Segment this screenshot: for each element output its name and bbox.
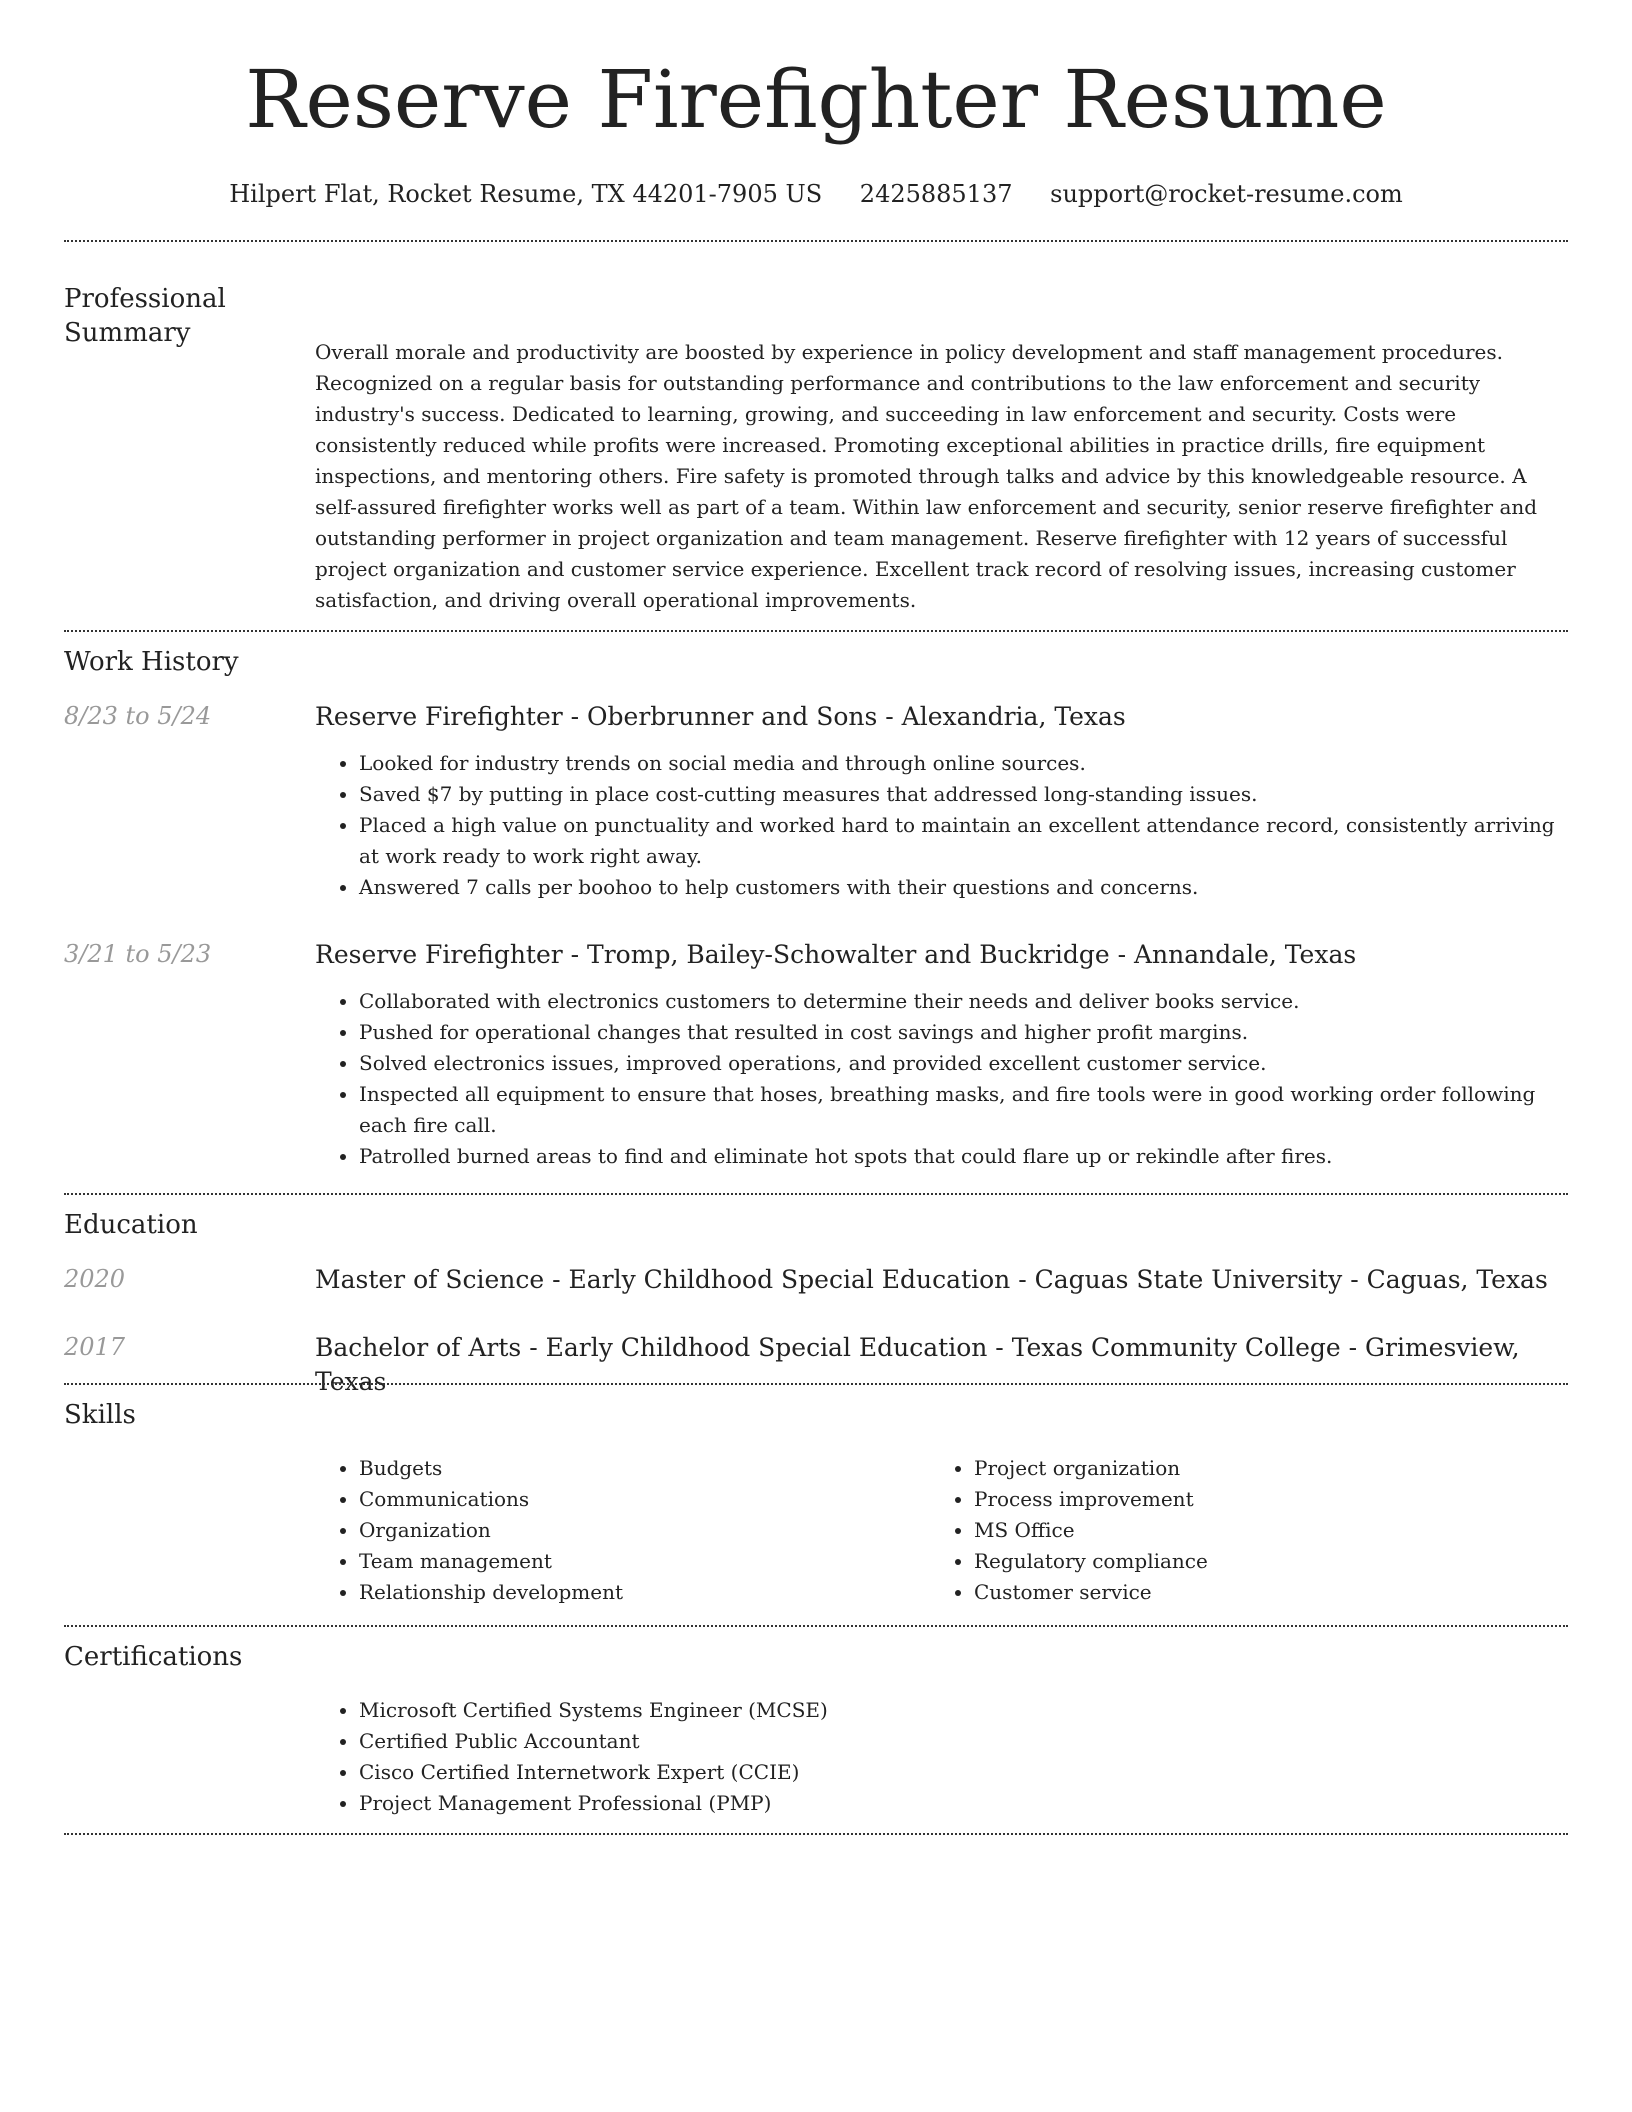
divider	[64, 1833, 1568, 1835]
list-item: • Answered 7 calls per boohoo to help customers with their questions and concerns.	[359, 872, 1568, 903]
skills-list-left	[315, 1453, 930, 1608]
contact-address: Hilpert Flat, Rocket Resume, TX 44201-7905 US	[229, 180, 823, 208]
list-item: • Inspected all equipment to ensure that hoses, breathing masks, and fire tools were in good working order following each fire call.	[359, 1079, 1568, 1141]
certifications-heading: Certifications	[64, 1642, 243, 1672]
divider	[64, 630, 1568, 632]
job-bullets	[315, 748, 1568, 903]
list-item: • Communications	[359, 1484, 930, 1515]
skills-list-right	[930, 1453, 1550, 1608]
list-item: • Certified Public Accountant	[359, 1726, 1568, 1757]
divider	[64, 1383, 1568, 1385]
list-item: • Solved electronics issues, improved operations, and provided excellent customer service.	[359, 1048, 1568, 1079]
divider	[64, 240, 1568, 242]
list-item: • Placed a high value on punctuality and worked hard to maintain an excellent attendance record, consistently arriving at work ready to work right away.	[359, 810, 1568, 872]
list-item: • Microsoft Certified Systems Engineer (MCSE)	[359, 1695, 1568, 1726]
list-item: • Organization	[359, 1515, 930, 1546]
contact-email: support@rocket-resume.com	[1050, 180, 1403, 208]
list-item: • Project Management Professional (PMP)	[359, 1788, 1568, 1819]
education-degree: Master of Science - Early Childhood Special Education - Caguas State University - Caguas, Texas	[315, 1265, 1548, 1294]
list-item: • Saved $7 by putting in place cost-cutting measures that addressed long-standing issues.	[359, 779, 1568, 810]
divider	[64, 1193, 1568, 1195]
list-item: • Cisco Certified Internetwork Expert (CCIE)	[359, 1757, 1568, 1788]
list-item: • Looked for industry trends on social media and through online sources.	[359, 748, 1568, 779]
education-year: 2020	[64, 1265, 126, 1293]
resume-page	[64, 0, 1568, 1815]
list-item: • Regulatory compliance	[974, 1546, 1550, 1577]
summary-text: Overall morale and productivity are boosted by experience in policy development and staff management procedures. Recognized on a regular basis for outstanding performance and contributions to the law enforcement and security industry's success. Dedicated to learning, growing, and succeeding in law enforcement and security. Costs were consistently reduced while profits were increased. Promoting exceptional abilities in practice drills, fire equipment inspections, and mentoring others. Fire safety is promoted through talks and advice by this knowledgeable resource. A self-assured firefighter works well as part of a team. Within law enforcement and security, senior reserve firefighter and outstanding performer in project organization and team management. Reserve firefighter with 12 years of successful project organization and customer service experience. Excellent track record of resolving issues, increasing customer satisfaction, and driving overall operational improvements.	[315, 340, 1538, 612]
certifications-list	[315, 1695, 1568, 1819]
education-heading: Education	[64, 1210, 198, 1240]
job-dates: 3/21 to 5/23	[64, 940, 212, 968]
list-item: • Budgets	[359, 1453, 930, 1484]
list-item: • Pushed for operational changes that resulted in cost savings and higher profit margins.	[359, 1017, 1568, 1048]
list-item: • MS Office	[974, 1515, 1550, 1546]
list-item: • Team management	[359, 1546, 930, 1577]
list-item: • Process improvement	[974, 1484, 1550, 1515]
list-item: • Patrolled burned areas to find and eliminate hot spots that could flare up or rekindle after fires.	[359, 1141, 1568, 1172]
job-title: Reserve Firefighter - Oberbrunner and Sons - Alexandria, Texas	[315, 702, 1126, 731]
list-item: • Project organization	[974, 1453, 1550, 1484]
list-item: • Customer service	[974, 1577, 1550, 1608]
contact-phone: 2425885137	[859, 180, 1013, 208]
job-title: Reserve Firefighter - Tromp, Bailey-Schowalter and Buckridge - Annandale, Texas	[315, 940, 1357, 969]
job-bullets	[315, 986, 1568, 1172]
education-year: 2017	[64, 1333, 126, 1361]
resume-title: Reserve Firefighter Resume	[245, 53, 1387, 146]
work-heading: Work History	[64, 647, 239, 677]
job-dates: 8/23 to 5/24	[64, 702, 212, 730]
skills-heading: Skills	[64, 1400, 136, 1430]
list-item: • Collaborated with electronics customers to determine their needs and deliver books service.	[359, 986, 1568, 1017]
contact-line	[64, 178, 1568, 210]
education-degree: Bachelor of Arts - Early Childhood Special Education - Texas Community College - Grimesview, Texas	[315, 1333, 1520, 1396]
list-item: • Relationship development	[359, 1577, 930, 1608]
summary-heading: Professional Summary	[64, 284, 226, 348]
divider	[64, 1625, 1568, 1627]
